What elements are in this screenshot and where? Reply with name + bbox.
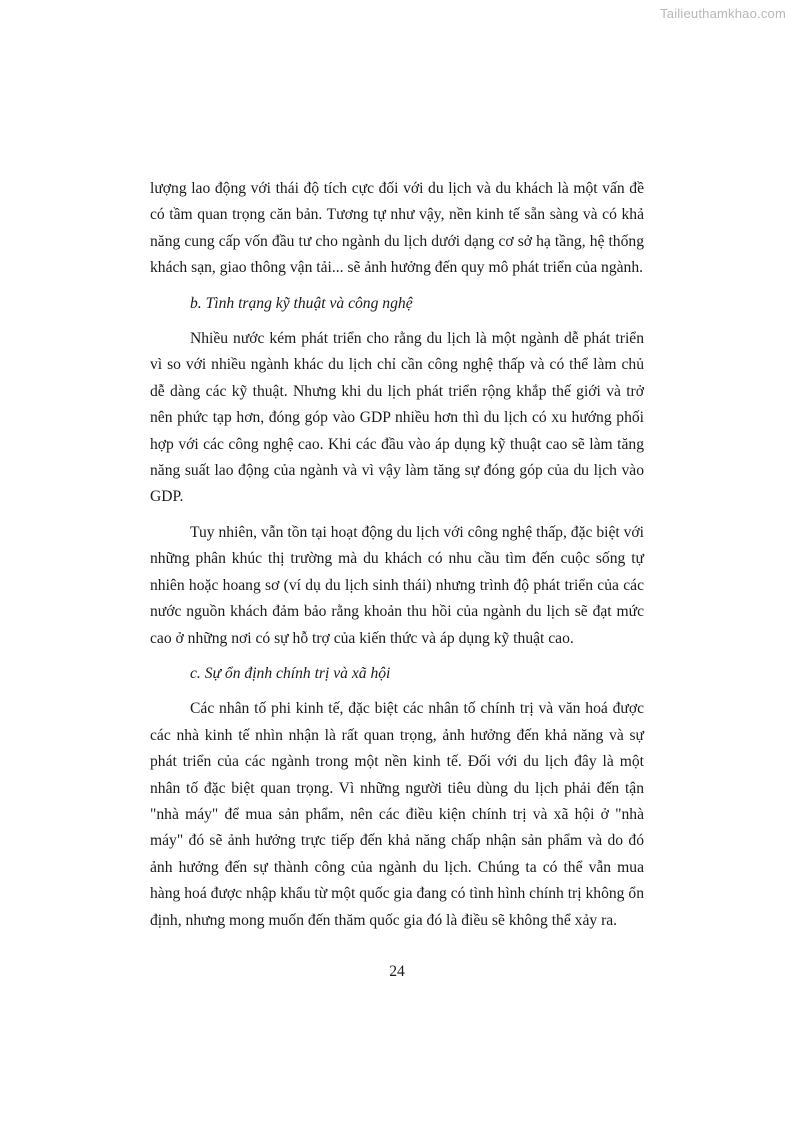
paragraph-continuation: lượng lao động với thái độ tích cực đối với du lịch và du khách là một vấn đề có tầm quan trọng căn bản. Tương tự như vậy, nền kinh tế sẵn sàng và có khả năng cung cấp vốn đầu tư cho ngành du lịch dưới dạng cơ sở hạ tầng, hệ thống khách sạn, giao thông vận tải... sẽ ảnh hưởng đến quy mô phát triển của ngành. bbox=[150, 180, 644, 277]
paragraph-stability: Các nhân tố phi kinh tế, đặc biệt các nhân tố chính trị và văn hoá được các nhà kinh tế nhìn nhận là rất quan trọng, ảnh hưởng đến khả năng và sự phát triển của các ngành trong một nền kinh tế. Đối với du lịch đây là một nhân tố đặc biệt quan trọng. Vì những người tiêu dùng du lịch phải đến tận "nhà máy" để mua sản phẩm, nên các điều kiện chính trị và xã hội ở "nhà máy" đó sẽ ảnh hưởng trực tiếp đến khả năng chấp nhận sản phẩm và do đó ảnh hưởng đến sự thành công của ngành du lịch. Chúng ta có thể vẫn mua hàng hoá được nhập khẩu từ một quốc gia đang có tình hình chính trị không ổn định, nhưng mong muốn đến thăm quốc gia đó là điều sẽ không thể xảy ra. bbox=[150, 700, 644, 929]
page-body bbox=[150, 176, 644, 943]
section-heading-technology: b. Tình trạng kỹ thuật và công nghệ bbox=[190, 294, 413, 312]
page-number: 24 bbox=[389, 963, 405, 980]
paragraph-technology: Nhiều nước kém phát triển cho rằng du lịch là một ngành dễ phát triển vì so với nhiều ngành khác du lịch chỉ cần công nghệ thấp và có thể làm chủ dễ dàng các kỹ thuật. Nhưng khi du lịch phát triển rộng khắp thế giới và trở nên phức tạp hơn, đóng góp vào GDP nhiều hơn thì du lịch có xu hướng phối hợp với các công nghệ cao. Khi các đầu vào áp dụng kỹ thuật cao sẽ làm tăng năng suất lao động của ngành và vì vậy làm tăng sự đóng góp của du lịch vào GDP. bbox=[150, 330, 644, 506]
section-heading-stability: c. Sự ổn định chính trị và xã hội bbox=[190, 664, 391, 682]
watermark: Tailieuthamkhao.com bbox=[660, 6, 786, 21]
paragraph-low-technology: Tuy nhiên, vẫn tồn tại hoạt động du lịch với công nghệ thấp, đặc biệt với những phân khúc thị trường mà du khách có nhu cầu tìm đến cuộc sống tự nhiên hoặc hoang sơ (ví dụ du lịch sinh thái) nhưng trình độ phát triển của các nước nguồn khách đảm bảo rằng khoản thu hồi của ngành du lịch sẽ đạt mức cao ở những nơi có sự hỗ trợ của kiến thức và áp dụng kỹ thuật cao. bbox=[150, 523, 644, 647]
